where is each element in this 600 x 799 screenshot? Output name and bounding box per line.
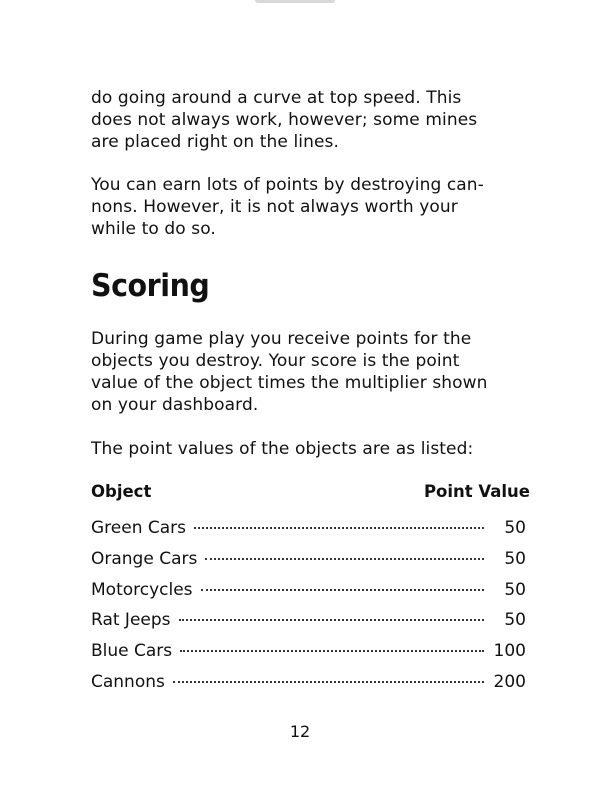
point-value: 50 xyxy=(504,518,526,538)
object-name: Green Cars xyxy=(91,518,187,538)
paragraph-cannons: You can earn lots of points by destroying can- nons. However, it is not always worth your while to do so. xyxy=(91,175,484,239)
point-value: 50 xyxy=(504,580,526,600)
column-header-object: Object xyxy=(91,482,152,501)
point-value: 100 xyxy=(493,641,526,661)
score-row xyxy=(91,579,526,601)
dot-leader xyxy=(180,650,484,652)
object-name: Rat Jeeps xyxy=(91,610,171,630)
score-row xyxy=(91,548,526,570)
object-name: Cannons xyxy=(91,672,165,692)
dot-leader xyxy=(205,558,484,560)
point-value: 200 xyxy=(493,672,526,692)
dot-leader xyxy=(201,589,484,591)
paragraph-scoring-intro: During game play you receive points for the objects you destroy. Your score is the point value of the object times the multiplier shown on your dashboard. xyxy=(91,329,488,415)
dot-leader xyxy=(173,681,484,683)
dot-leader xyxy=(194,527,484,529)
page-number: 12 xyxy=(289,722,311,741)
score-row xyxy=(91,640,526,662)
section-heading-scoring: Scoring xyxy=(91,268,210,304)
dot-leader xyxy=(179,619,484,621)
page-edge-mark xyxy=(255,0,335,3)
object-name: Orange Cars xyxy=(91,549,198,569)
point-value: 50 xyxy=(504,549,526,569)
paragraph-point-values: The point values of the objects are as listed: xyxy=(91,439,474,459)
point-value: 50 xyxy=(504,610,526,630)
score-row xyxy=(91,517,526,539)
object-name: Motorcycles xyxy=(91,580,193,600)
column-header-point-value: Point Value xyxy=(423,482,530,501)
paragraph-mines: do going around a curve at top speed. This does not always work, however; some mines are placed right on the lines. xyxy=(91,88,478,152)
score-row xyxy=(91,671,526,693)
score-table-header xyxy=(91,482,530,501)
object-name: Blue Cars xyxy=(91,641,173,661)
score-row xyxy=(91,609,526,631)
